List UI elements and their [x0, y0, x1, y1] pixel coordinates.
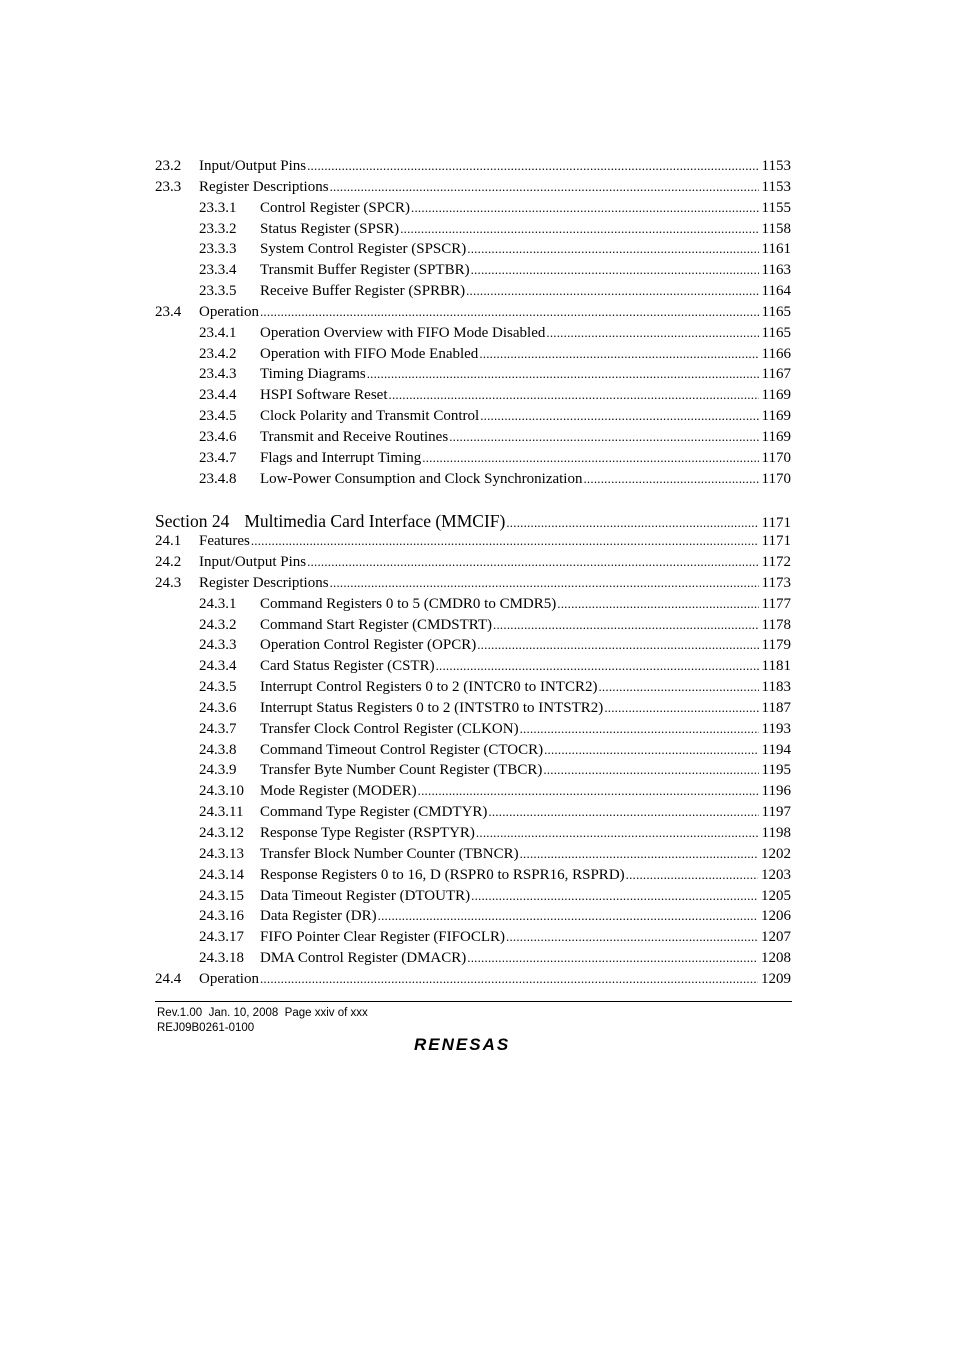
toc-entry[interactable]: [155, 239, 791, 260]
dot-leader: [467, 948, 758, 969]
dot-leader: [520, 844, 758, 865]
toc-title: Status Register (SPSR): [260, 220, 400, 237]
toc-title: Receive Buffer Register (SPRBR): [260, 283, 466, 300]
dot-leader: [411, 198, 759, 219]
toc-number: 23.3.3: [199, 241, 237, 258]
dot-leader: [418, 781, 759, 802]
toc-number: 23.4.8: [199, 470, 237, 487]
toc-number: 23.4.2: [199, 345, 237, 362]
footer-doc-number: REJ09B0261-0100: [157, 1021, 255, 1034]
toc-entry[interactable]: [155, 198, 791, 219]
toc-page-number: 1161: [761, 241, 791, 258]
toc-number: 24.3.14: [199, 866, 244, 883]
toc-entry[interactable]: [155, 573, 791, 594]
dot-leader: [467, 239, 758, 260]
toc-entry[interactable]: [155, 677, 791, 698]
toc-number: 24.2: [155, 554, 182, 571]
toc-entry[interactable]: [155, 844, 791, 865]
toc-title: Control Register (SPCR): [260, 199, 411, 216]
dot-leader: [493, 615, 759, 636]
toc-number: 23.4.5: [199, 408, 237, 425]
toc-title: Interrupt Status Registers 0 to 2 (INTSTR0 to INTSTR2): [260, 699, 604, 716]
toc-entry[interactable]: [155, 823, 791, 844]
page-footer: [157, 1006, 368, 1035]
toc-title: Command Start Register (CMDSTRT): [260, 616, 493, 633]
toc-entry[interactable]: [155, 865, 791, 886]
toc-entry[interactable]: [155, 698, 791, 719]
toc-page-number: 1172: [761, 554, 791, 571]
toc-title: Register Descriptions: [199, 178, 329, 195]
toc-entry[interactable]: [155, 781, 791, 802]
toc-page-number: 1155: [761, 199, 791, 216]
toc-title: Command Type Register (CMDTYR): [260, 804, 488, 821]
toc-entry[interactable]: [155, 948, 791, 969]
toc-page-number: 1187: [761, 699, 791, 716]
toc-title: DMA Control Register (DMACR): [260, 950, 467, 967]
toc-entry[interactable]: [155, 260, 791, 281]
toc-title: Transmit Buffer Register (SPTBR): [260, 262, 470, 279]
toc-number: 24.3.10: [199, 783, 244, 800]
toc-page-number: 1193: [761, 720, 791, 737]
toc-section-title: Section 24: [155, 510, 230, 531]
toc-page-number: 1209: [761, 970, 791, 987]
toc-entry[interactable]: [155, 364, 791, 385]
toc-page-number: 1171: [761, 514, 791, 531]
dot-leader: [422, 448, 758, 469]
toc-entry[interactable]: [155, 615, 791, 636]
toc-title: Operation Control Register (OPCR): [260, 637, 477, 654]
toc-number: 24.3.11: [199, 804, 244, 821]
toc-page-number: 1179: [761, 637, 791, 654]
footer-revision: Rev.1.00 Jan. 10, 2008 Page xxiv of xxx: [157, 1007, 368, 1019]
toc-entry[interactable]: [155, 802, 791, 823]
dot-leader: [583, 469, 758, 490]
toc-entry[interactable]: [155, 760, 791, 781]
toc-number: 23.3.2: [199, 220, 237, 237]
dot-leader: [260, 969, 758, 990]
toc-title: Operation: [199, 303, 259, 320]
toc-title: Timing Diagrams: [260, 366, 366, 383]
toc-page-number: 1208: [761, 950, 791, 967]
toc-entry[interactable]: [155, 969, 791, 990]
toc-entry[interactable]: [155, 656, 791, 677]
toc-number: 24.3.5: [199, 679, 237, 696]
dot-leader: [546, 323, 758, 344]
toc-page-number: 1170: [761, 449, 791, 466]
toc-number: 23.4.7: [199, 449, 237, 466]
toc-entry[interactable]: [155, 906, 791, 927]
toc-number: 23.2: [155, 158, 182, 174]
dot-leader: [488, 802, 758, 823]
renesas-logo: [413, 1034, 533, 1054]
toc-title: Command Timeout Control Register (CTOCR): [260, 741, 544, 758]
toc-entry[interactable]: [155, 344, 791, 365]
dot-leader: [476, 823, 759, 844]
toc-number: 23.4.1: [199, 324, 237, 341]
toc-page-number: 1170: [761, 470, 791, 487]
toc-page-number: 1164: [761, 283, 791, 300]
toc-page-number: 1178: [761, 616, 791, 633]
toc-page-number: 1205: [761, 887, 791, 904]
toc-number: 23.4: [155, 303, 182, 320]
toc-number: 24.3.7: [199, 720, 237, 737]
dot-leader: [520, 719, 759, 740]
toc-title: FIFO Pointer Clear Register (FIFOCLR): [260, 929, 505, 946]
toc-page-number: 1203: [761, 866, 791, 883]
toc-title: Features: [199, 533, 250, 550]
toc-entry[interactable]: [155, 177, 791, 198]
toc-entry[interactable]: [155, 886, 791, 907]
dot-leader: [400, 219, 758, 240]
dot-leader: [479, 344, 758, 365]
toc-title: Low-Power Consumption and Clock Synchronization: [260, 470, 583, 487]
toc-title: Interrupt Control Registers 0 to 2 (INTCR0 to INTCR2): [260, 679, 598, 696]
toc-title: Transfer Byte Number Count Register (TBCR): [260, 762, 543, 779]
toc-section-heading[interactable]: [155, 490, 791, 532]
toc-title: Data Timeout Register (DTOUTR): [260, 887, 471, 904]
toc-number: 24.3.16: [199, 908, 244, 925]
toc-title: Command Registers 0 to 5 (CMDR0 to CMDR5): [260, 595, 557, 612]
toc-title: Operation with FIFO Mode Enabled: [260, 345, 479, 362]
toc-entry[interactable]: [155, 740, 791, 761]
toc-entry[interactable]: [155, 448, 791, 469]
toc-page-number: 1169: [761, 387, 791, 404]
toc-entry[interactable]: [155, 719, 791, 740]
toc-entry[interactable]: [155, 385, 791, 406]
toc-title: Input/Output Pins: [199, 554, 307, 571]
dot-leader: [506, 927, 758, 948]
dot-leader: [307, 156, 758, 177]
toc-number: 23.3.5: [199, 283, 237, 300]
toc-page-number: 1153: [761, 178, 791, 195]
toc-page-number: 1195: [761, 762, 791, 779]
toc-title: Operation: [199, 970, 259, 987]
dot-leader: [436, 656, 759, 677]
toc-page-number: 1173: [761, 574, 791, 591]
toc-entry[interactable]: [155, 552, 791, 573]
toc-entry[interactable]: [155, 469, 791, 490]
toc-title: Transfer Block Number Counter (TBNCR): [260, 845, 519, 862]
toc-number: 24.3.2: [199, 616, 237, 633]
dot-leader: [251, 531, 759, 552]
toc-page-number: 1153: [761, 158, 791, 174]
toc-page-number: 1198: [761, 825, 791, 841]
toc-entry[interactable]: [155, 219, 791, 240]
toc-page-number: 1165: [761, 324, 791, 341]
dot-leader: [557, 594, 758, 615]
toc-page-number: 1181: [761, 658, 791, 675]
dot-leader: [543, 760, 758, 781]
toc-title: Response Registers 0 to 16, D (RSPR0 to RSPR16, RSPRD): [260, 866, 625, 883]
dot-leader: [449, 427, 758, 448]
dot-leader: [604, 698, 758, 719]
toc-entry[interactable]: [155, 635, 791, 656]
toc-number: 23.3.4: [199, 262, 237, 279]
toc-page-number: 1202: [761, 845, 791, 862]
dot-leader: [626, 865, 758, 886]
toc-number: 23.3: [155, 178, 182, 195]
toc-title: Card Status Register (CSTR): [260, 658, 435, 675]
toc-page-number: 1158: [761, 220, 791, 237]
toc-page-number: 1169: [761, 428, 791, 445]
dot-leader: [598, 677, 758, 698]
toc-page-number: 1169: [761, 408, 791, 425]
toc-entry[interactable]: [155, 427, 791, 448]
dot-leader: [477, 635, 758, 656]
toc-number: 24.3.1: [199, 595, 237, 612]
toc-entry[interactable]: [155, 156, 791, 177]
toc-entry[interactable]: [155, 406, 791, 427]
toc-page-number: 1196: [761, 783, 791, 800]
toc-number: 24.3.3: [199, 637, 237, 654]
toc-page-number: 1167: [761, 366, 791, 383]
dot-leader: [330, 177, 759, 198]
toc-title: Data Register (DR): [260, 908, 377, 925]
toc-number: 23.4.3: [199, 366, 237, 383]
toc-title: Register Descriptions: [199, 574, 329, 591]
toc-number: 24.3.12: [199, 825, 244, 841]
toc-section-name: Multimedia Card Interface (MMCIF): [244, 510, 506, 531]
toc-number: 24.3.9: [199, 762, 237, 779]
toc-page-number: 1177: [761, 595, 791, 612]
toc-number: 24.3: [155, 574, 182, 591]
toc-title: Transfer Clock Control Register (CLKON): [260, 720, 519, 737]
toc-entry[interactable]: [155, 594, 791, 615]
dot-leader: [471, 886, 758, 907]
toc-entry[interactable]: [155, 281, 791, 302]
toc-title: Transmit and Receive Routines: [260, 428, 449, 445]
toc-title: Input/Output Pins: [199, 158, 307, 174]
toc-number: 24.1: [155, 533, 182, 550]
toc-title: Response Type Register (RSPTYR): [260, 825, 475, 841]
dot-leader: [330, 573, 759, 594]
toc-page-number: 1194: [761, 741, 791, 758]
toc-number: 24.3.8: [199, 741, 237, 758]
toc-page-number: 1183: [761, 679, 791, 696]
toc-entry[interactable]: [155, 927, 791, 948]
toc-number: 24.3.15: [199, 887, 244, 904]
dot-leader: [260, 302, 759, 323]
toc-page-number: 1163: [761, 262, 791, 279]
toc-page-number: 1171: [761, 533, 791, 550]
toc-number: 24.3.6: [199, 699, 237, 716]
dot-leader: [466, 281, 758, 302]
toc-number: 23.4.4: [199, 387, 237, 404]
toc-title: Mode Register (MODER): [260, 783, 417, 800]
dot-leader: [471, 260, 759, 281]
toc-page-number: 1166: [761, 345, 791, 362]
toc-title: HSPI Software Reset: [260, 387, 388, 404]
toc-entry[interactable]: [155, 323, 791, 344]
toc-number: 24.3.13: [199, 845, 244, 862]
toc-number: 23.3.1: [199, 199, 237, 216]
dot-leader: [389, 385, 759, 406]
toc-page-number: 1197: [761, 804, 791, 821]
table-of-contents: [155, 156, 791, 990]
dot-leader: [378, 906, 758, 927]
toc-page-number: 1165: [761, 303, 791, 320]
toc-title: System Control Register (SPSCR): [260, 241, 467, 258]
toc-number: 24.3.4: [199, 658, 237, 675]
logo-wordmark: RENESAS: [414, 1035, 511, 1054]
dot-leader: [367, 364, 759, 385]
toc-title: Clock Polarity and Transmit Control: [260, 408, 480, 425]
toc-entry[interactable]: [155, 302, 791, 323]
toc-number: 23.4.6: [199, 428, 237, 445]
toc-page-number: 1206: [761, 908, 791, 925]
toc-number: 24.3.18: [199, 950, 244, 967]
dot-leader: [480, 406, 758, 427]
dot-leader: [307, 552, 758, 573]
footer-divider: [155, 1001, 792, 1002]
toc-number: 24.4: [155, 970, 182, 987]
toc-page-number: 1207: [761, 929, 791, 946]
toc-entry[interactable]: [155, 531, 791, 552]
toc-title: Flags and Interrupt Timing: [260, 449, 422, 466]
dot-leader: [544, 740, 758, 761]
toc-number: 24.3.17: [199, 929, 244, 946]
toc-title: Operation Overview with FIFO Mode Disabled: [260, 324, 546, 341]
